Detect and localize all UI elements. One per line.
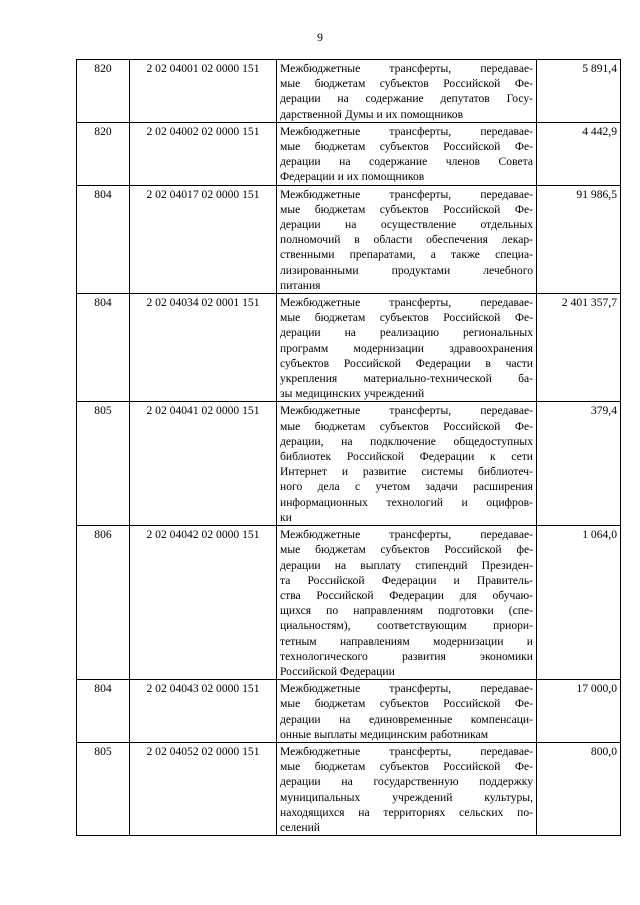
description-line: селений <box>280 820 320 834</box>
budget-classification-code-cell: 2 02 04052 02 0000 151 <box>130 742 277 835</box>
description-line: муниципальных учреждений культуры, <box>280 790 533 804</box>
description-line: дерации на единовременные компенсаци- <box>280 712 533 726</box>
admin-code-cell: 820 <box>77 122 130 185</box>
description-line: Межбюджетные трансферты, передавае- <box>280 682 533 696</box>
budget-classification-code-cell: 2 02 04043 02 0000 151 <box>130 680 277 743</box>
description-line: зы медицинских учреждений <box>280 387 425 401</box>
table-body <box>77 60 621 836</box>
table-row <box>77 122 621 185</box>
description-line: мые бюджетам субъектов Российской Фе- <box>280 202 533 216</box>
table-row <box>77 294 621 402</box>
admin-code-cell: 804 <box>77 680 130 743</box>
description-cell <box>277 402 537 526</box>
description-cell <box>277 526 537 680</box>
budget-classification-code-cell: 2 02 04002 02 0000 151 <box>130 122 277 185</box>
description-line: Межбюджетные трансферты, передавае- <box>280 296 533 310</box>
budget-transfers-table <box>76 59 621 836</box>
description-line: мые бюджетам субъектов Российской фе- <box>280 543 533 557</box>
description-line: лизированными продуктами лечебного <box>280 263 533 277</box>
description-line: дерации, на подключение общедоступных <box>280 434 533 448</box>
budget-classification-code-cell: 2 02 04001 02 0000 151 <box>130 60 277 123</box>
description-line: Межбюджетные трансферты, передавае- <box>280 404 533 418</box>
table-row <box>77 526 621 680</box>
amount-cell: 4 442,9 <box>537 122 621 185</box>
description-line: мые бюджетам субъектов Российской Фе- <box>280 77 533 91</box>
budget-classification-code-cell: 2 02 04034 02 0001 151 <box>130 294 277 402</box>
amount-cell: 379,4 <box>537 402 621 526</box>
amount-cell: 17 000,0 <box>537 680 621 743</box>
table-row <box>77 185 621 293</box>
admin-code-cell: 805 <box>77 742 130 835</box>
description-line: щихся по направлениям подготовки (спе- <box>280 604 533 618</box>
amount-cell: 1 064,0 <box>537 526 621 680</box>
description-line: Российской Федерации <box>280 664 395 678</box>
admin-code-cell: 820 <box>77 60 130 123</box>
amount-cell: 2 401 357,7 <box>537 294 621 402</box>
description-line: дерации на содержание членов Совета <box>280 155 533 169</box>
description-cell <box>277 60 537 123</box>
description-line: дерации на осуществление отдельных <box>280 218 533 232</box>
table-row <box>77 402 621 526</box>
admin-code-cell: 804 <box>77 185 130 293</box>
description-line: Межбюджетные трансферты, передавае- <box>280 124 533 138</box>
admin-code-cell: 806 <box>77 526 130 680</box>
description-line: ного дела с учетом задачи расширения <box>280 480 533 494</box>
table-row <box>77 742 621 835</box>
description-line: дерации на содержание депутатов Госу- <box>280 92 533 106</box>
description-line: информационных технологий и оцифров- <box>280 495 533 509</box>
table-row <box>77 60 621 123</box>
admin-code-cell: 804 <box>77 294 130 402</box>
description-line: дерации на выплату стипендий Президен- <box>280 558 533 572</box>
description-cell <box>277 680 537 743</box>
description-line: Межбюджетные трансферты, передавае- <box>280 744 533 758</box>
description-line: мые бюджетам субъектов Российской Фе- <box>280 419 533 433</box>
description-line: Федерации и их помощников <box>280 170 425 184</box>
description-line: Межбюджетные трансферты, передавае- <box>280 528 533 542</box>
description-line: ства Российской Федерации для обучаю- <box>280 588 533 602</box>
budget-classification-code-cell: 2 02 04041 02 0000 151 <box>130 402 277 526</box>
amount-cell: 5 891,4 <box>537 60 621 123</box>
description-line: находящихся на территориях сельских по- <box>280 805 533 819</box>
description-line: циальностям), соответствующим приори- <box>280 619 533 633</box>
description-cell <box>277 122 537 185</box>
description-line: Межбюджетные трансферты, передавае- <box>280 62 533 75</box>
description-line: программ модернизации здравоохранения <box>280 341 533 355</box>
description-line: дарственной Думы и их помощников <box>280 107 464 121</box>
description-line: мые бюджетам субъектов Российской Фе- <box>280 140 533 154</box>
description-line: Межбюджетные трансферты, передавае- <box>280 187 533 201</box>
amount-cell: 91 986,5 <box>537 185 621 293</box>
description-line: онные выплаты медицинским работникам <box>280 727 489 741</box>
admin-code-cell: 805 <box>77 402 130 526</box>
amount-cell: 800,0 <box>537 742 621 835</box>
description-line: укрепления материально-технической ба- <box>280 372 533 386</box>
description-line: ки <box>280 510 292 524</box>
description-line: мые бюджетам субъектов Российской Фе- <box>280 697 533 711</box>
description-cell <box>277 294 537 402</box>
description-line: субъектов Российской Федерации в части <box>280 356 533 370</box>
description-line: мые бюджетам субъектов Российской Фе- <box>280 311 533 325</box>
budget-classification-code-cell: 2 02 04017 02 0000 151 <box>130 185 277 293</box>
description-line: питания <box>280 278 321 292</box>
description-line: мые бюджетам субъектов Российской Фе- <box>280 760 533 774</box>
table-row <box>77 680 621 743</box>
description-line: полномочий в области обеспечения лекар- <box>280 233 533 247</box>
budget-classification-code-cell: 2 02 04042 02 0000 151 <box>130 526 277 680</box>
description-line: Интернет и развитие системы библиотеч- <box>280 465 533 479</box>
description-line: дерации на государственную поддержку <box>280 775 533 789</box>
description-line: ственными препаратами, а также специа- <box>280 248 533 262</box>
page-number: 9 <box>317 30 323 44</box>
description-cell <box>277 185 537 293</box>
description-cell <box>277 742 537 835</box>
description-line: библиотек Российской Федерации к сети <box>280 450 533 464</box>
description-line: тетным направлениям модернизации и <box>280 634 533 648</box>
description-line: та Российской Федерации и Правитель- <box>280 573 533 587</box>
description-line: дерации на реализацию региональных <box>280 326 533 340</box>
description-line: технологического развития экономики <box>280 649 533 663</box>
